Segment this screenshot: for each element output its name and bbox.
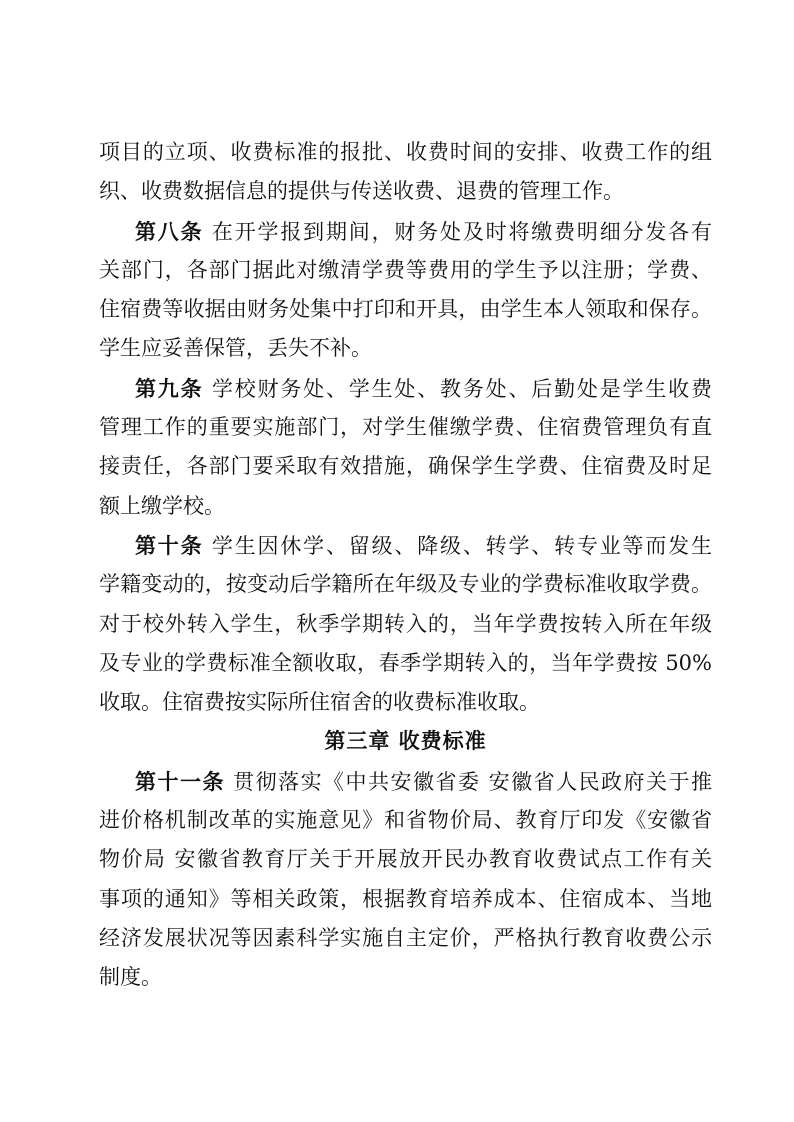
article-number: 第十条 (135, 532, 204, 558)
text-line (99, 212, 712, 251)
text-line (99, 880, 712, 919)
text-line (99, 251, 712, 290)
line-text: 及专业的学费标准全额收取，春季学期转入的，当年学费按 50% (99, 650, 712, 675)
line-text: 住宿费等收据由财务处集中打印和开具，由学生本人领取和保存。 (99, 297, 712, 322)
text-line (99, 133, 712, 172)
text-line (99, 290, 712, 329)
line-text: 收取。住宿费按实际所住宿舍的收费标准收取。 (99, 690, 540, 715)
text-line (99, 369, 712, 408)
line-text: 学校财务处、学生处、教务处、后勤处是学生收费 (203, 376, 712, 401)
line-text: 接责任，各部门要采取有效措施，确保学生学费、住宿费及时足 (99, 454, 712, 479)
line-text: 管理工作的重要实施部门，对学生催缴学费、住宿费管理负有直 (99, 415, 712, 440)
line-text: 制度。 (99, 965, 162, 990)
line-text: 学生因休学、留级、降级、转学、转专业等而发生 (203, 533, 712, 558)
line-text: 学生应妥善保管，丢失不补。 (99, 336, 372, 361)
line-text: 经济发展状况等因素科学实施自主定价，严格执行教育收费公示 (99, 925, 712, 950)
line-text: 关部门，各部门据此对缴清学费等费用的学生予以注册；学费、 (99, 257, 712, 282)
text-line (99, 408, 712, 447)
chapter-heading-text: 第三章 收费标准 (324, 729, 487, 754)
chapter-heading (99, 722, 712, 761)
line-text: 项目的立项、收费标准的报批、收费时间的安排、收费工作的组 (99, 140, 712, 164)
line-text: 物价局 安徽省教育厅关于开展放开民办教育收费试点工作有关 (99, 847, 712, 872)
text-line (99, 447, 712, 486)
text-line (99, 840, 712, 879)
line-text: 对于校外转入学生，秋季学期转入的，当年学费按转入所在年级 (99, 611, 712, 636)
text-line (99, 172, 712, 211)
line-text: 额上缴学校。 (99, 493, 225, 518)
article-number: 第八条 (135, 218, 204, 244)
text-line (99, 683, 712, 722)
line-text: 织、收费数据信息的提供与传送收费、退费的管理工作。 (99, 179, 624, 204)
line-text: 在开学报到期间，财务处及时将缴费明细分发各有 (203, 219, 712, 244)
text-line (99, 329, 712, 368)
document-body (99, 133, 712, 998)
line-text: 事项的通知》等相关政策，根据教育培养成本、住宿成本、当地 (99, 886, 712, 911)
text-line (99, 762, 712, 801)
text-line (99, 801, 712, 840)
line-text: 学籍变动的，按变动后学籍所在年级及专业的学费标准收取学费。 (99, 572, 712, 597)
text-line (99, 565, 712, 604)
article-number: 第九条 (135, 375, 204, 401)
text-line (99, 919, 712, 958)
text-line (99, 958, 712, 997)
line-text: 进价格机制改革的实施意见》和省物价局、教育厅印发《安徽省 (99, 808, 712, 833)
text-line (99, 526, 712, 565)
text-line (99, 605, 712, 644)
article-number: 第十一条 (135, 768, 225, 794)
text-line (99, 487, 712, 526)
line-text: 贯彻落实《中共安徽省委 安徽省人民政府关于推 (224, 769, 712, 794)
text-line (99, 644, 712, 683)
